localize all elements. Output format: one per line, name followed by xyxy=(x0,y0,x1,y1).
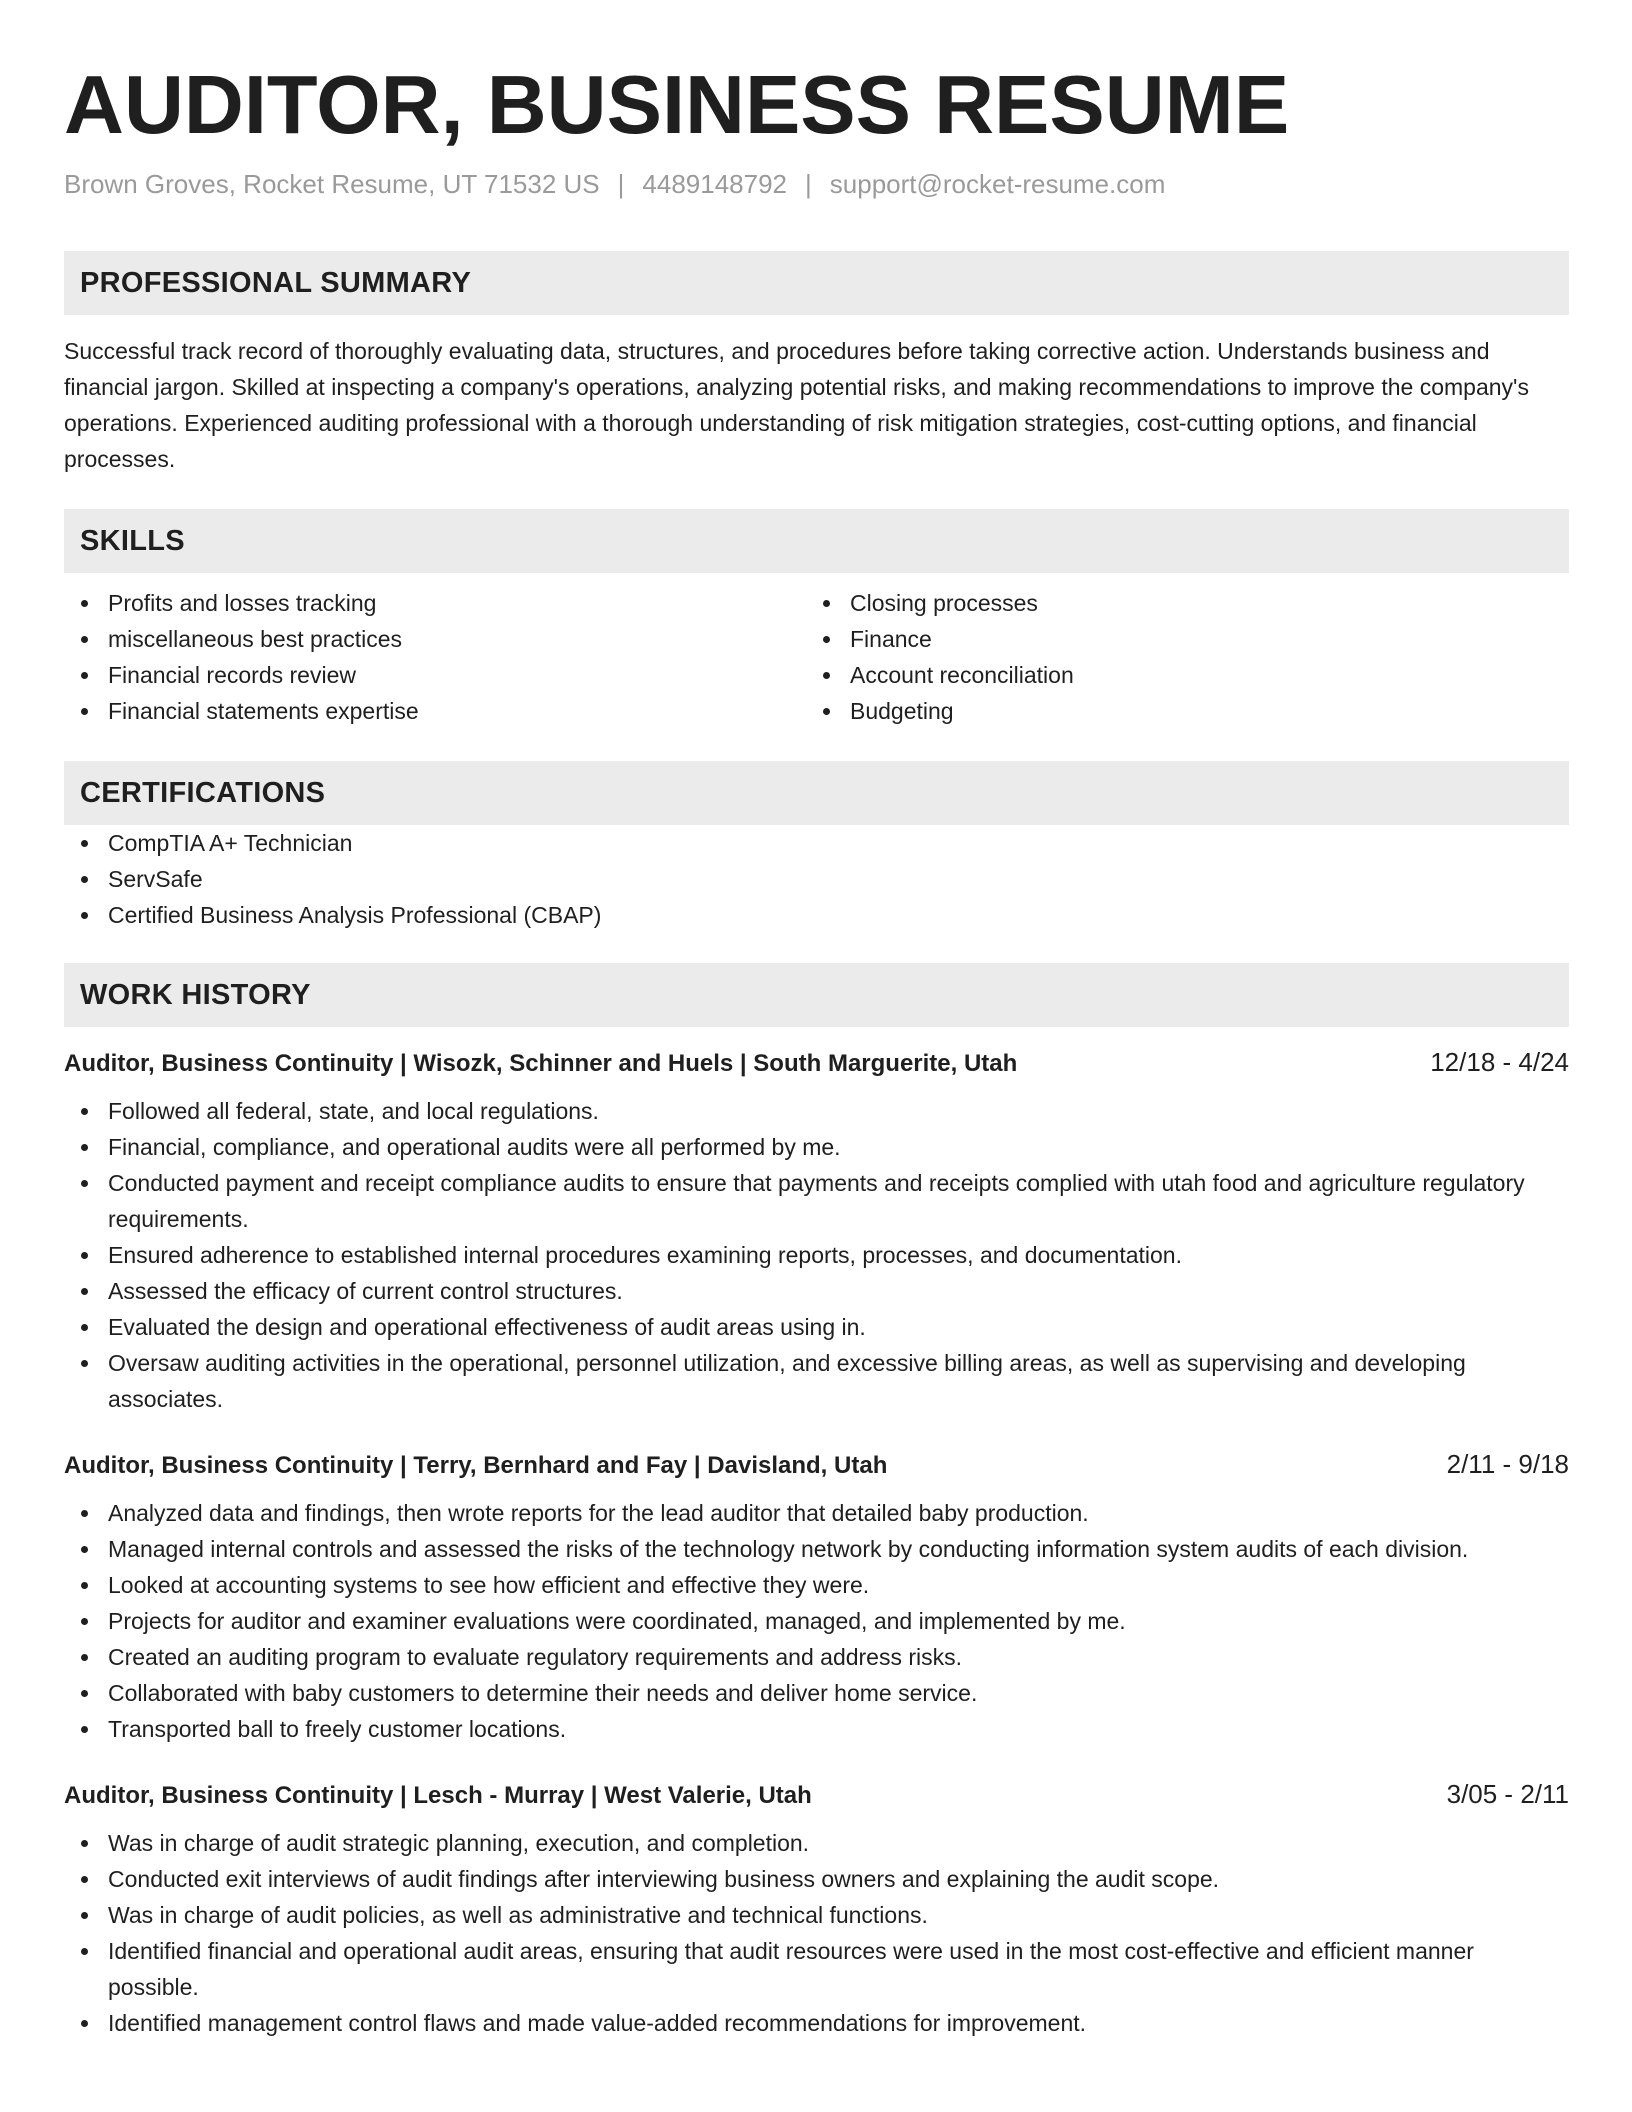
job-duties-list xyxy=(64,1495,1569,1747)
summary-text: Successful track record of thoroughly evaluating data, structures, and procedures before taking corrective action. Understands business and financial jargon. Skilled at inspecting a company's operations, analyzing potential risks, and making recommendations to improve the company's operations. Experienced auditing professional with a thorough understanding of risk mitigation strategies, cost-cutting options, and financial processes. xyxy=(64,338,1529,472)
contact-line xyxy=(64,168,1569,200)
contact-separator: | xyxy=(617,169,625,199)
job-entry xyxy=(64,1045,1569,1417)
job-duty: Collaborated with baby customers to determine their needs and deliver home service. xyxy=(64,1675,1569,1711)
bullet-dot xyxy=(81,1690,88,1697)
job-duties-list xyxy=(64,1825,1569,2041)
job-duty: Conducted payment and receipt compliance audits to ensure that payments and receipts complied with utah food and agriculture regulatory requirements. xyxy=(64,1165,1569,1237)
job-entry xyxy=(64,1447,1569,1747)
skill-item: miscellaneous best practices xyxy=(64,621,806,657)
bullet-dot xyxy=(81,1252,88,1259)
skills-list-right xyxy=(806,585,1548,729)
bullet-dot xyxy=(81,2020,88,2027)
skill-item: Profits and losses tracking xyxy=(64,585,806,621)
bullet-dot xyxy=(81,1180,88,1187)
bullet-dot xyxy=(81,1840,88,1847)
certifications-list xyxy=(64,825,1569,933)
job-header xyxy=(64,1045,1569,1081)
bullet-dot xyxy=(81,1876,88,1883)
job-dates: 2/11 - 9/18 xyxy=(1446,1449,1569,1479)
job-duties-list xyxy=(64,1093,1569,1417)
bullet-dot xyxy=(81,636,88,643)
job-title: Auditor, Business Continuity | Wisozk, Schinner and Huels | South Marguerite, Utah xyxy=(64,1050,1018,1077)
bullet-dot xyxy=(81,600,88,607)
contact-phone: 4489148792 xyxy=(642,169,788,199)
bullet-dot xyxy=(823,672,830,679)
bullet-dot xyxy=(81,672,88,679)
bullet-dot xyxy=(81,840,88,847)
job-duty: Identified financial and operational audit areas, ensuring that audit resources were used in the most cost-effective and efficient manner possible. xyxy=(64,1933,1569,2005)
job-duty: Created an auditing program to evaluate regulatory requirements and address risks. xyxy=(64,1639,1569,1675)
job-entry xyxy=(64,1777,1569,2041)
job-duty: Evaluated the design and operational effectiveness of audit areas using in. xyxy=(64,1309,1569,1345)
bullet-dot xyxy=(823,636,830,643)
job-title: Auditor, Business Continuity | Terry, Bernhard and Fay | Davisland, Utah xyxy=(64,1452,888,1479)
skill-item: Financial records review xyxy=(64,657,806,693)
section-heading-work-history: WORK HISTORY xyxy=(64,963,1569,1027)
contact-separator: | xyxy=(805,169,812,199)
job-duty: Ensured adherence to established internal procedures examining reports, processes, and documentation. xyxy=(64,1237,1569,1273)
job-dates: 12/18 - 4/24 xyxy=(1430,1047,1569,1077)
bullet-dot xyxy=(81,1546,88,1553)
contact-address: Brown Groves, Rocket Resume, UT 71532 US xyxy=(64,169,600,199)
bullet-dot xyxy=(81,1510,88,1517)
bullet-dot xyxy=(81,1948,88,1955)
job-duty: Followed all federal, state, and local regulations. xyxy=(64,1093,1569,1129)
bullet-dot xyxy=(81,1654,88,1661)
bullet-dot xyxy=(81,1288,88,1295)
job-duty: Oversaw auditing activities in the operational, personnel utilization, and excessive billing areas, as well as supervising and developing associates. xyxy=(64,1345,1569,1417)
contact-email: support@rocket-resume.com xyxy=(829,169,1166,199)
job-duty: Identified management control flaws and made value-added recommendations for improvement. xyxy=(64,2005,1569,2041)
job-dates: 3/05 - 2/11 xyxy=(1446,1779,1569,1809)
skill-item: Account reconciliation xyxy=(806,657,1548,693)
job-duty: Conducted exit interviews of audit findings after interviewing business owners and explaining the audit scope. xyxy=(64,1861,1569,1897)
skills-grid xyxy=(64,585,1569,729)
certification-item: Certified Business Analysis Professional (CBAP) xyxy=(64,897,1569,933)
job-duty: Analyzed data and findings, then wrote reports for the lead auditor that detailed baby production. xyxy=(64,1495,1569,1531)
bullet-dot xyxy=(81,1726,88,1733)
job-duty: Transported ball to freely customer locations. xyxy=(64,1711,1569,1747)
bullet-dot xyxy=(81,1618,88,1625)
section-heading-summary: PROFESSIONAL SUMMARY xyxy=(64,251,1569,315)
resume-title: AUDITOR, BUSINESS RESUME xyxy=(64,58,1290,151)
bullet-dot xyxy=(823,708,830,715)
bullet-dot xyxy=(81,1360,88,1367)
bullet-dot xyxy=(81,1324,88,1331)
job-title: Auditor, Business Continuity | Lesch - Murray | West Valerie, Utah xyxy=(64,1782,812,1809)
job-duty: Financial, compliance, and operational audits were all performed by me. xyxy=(64,1129,1569,1165)
job-duty: Was in charge of audit strategic planning, execution, and completion. xyxy=(64,1825,1569,1861)
bullet-dot xyxy=(81,1108,88,1115)
job-duty: Assessed the efficacy of current control structures. xyxy=(64,1273,1569,1309)
skills-list-left xyxy=(64,585,806,729)
bullet-dot xyxy=(81,1144,88,1151)
job-duty: Was in charge of audit policies, as well as administrative and technical functions. xyxy=(64,1897,1569,1933)
bullet-dot xyxy=(81,912,88,919)
certification-item: ServSafe xyxy=(64,861,1569,897)
certification-item: CompTIA A+ Technician xyxy=(64,825,1569,861)
job-duty: Looked at accounting systems to see how efficient and effective they were. xyxy=(64,1567,1569,1603)
job-duty: Projects for auditor and examiner evaluations were coordinated, managed, and implemented by me. xyxy=(64,1603,1569,1639)
bullet-dot xyxy=(81,1582,88,1589)
bullet-dot xyxy=(81,708,88,715)
bullet-dot xyxy=(81,876,88,883)
job-duty: Managed internal controls and assessed the risks of the technology network by conducting information system audits of each division. xyxy=(64,1531,1569,1567)
section-heading-certifications: CERTIFICATIONS xyxy=(64,761,1569,825)
skill-item: Budgeting xyxy=(806,693,1548,729)
section-heading-skills: SKILLS xyxy=(64,509,1569,573)
skill-item: Closing processes xyxy=(806,585,1548,621)
bullet-dot xyxy=(823,600,830,607)
bullet-dot xyxy=(81,1912,88,1919)
job-header xyxy=(64,1777,1569,1813)
skill-item: Finance xyxy=(806,621,1548,657)
skill-item: Financial statements expertise xyxy=(64,693,806,729)
job-header xyxy=(64,1447,1569,1483)
